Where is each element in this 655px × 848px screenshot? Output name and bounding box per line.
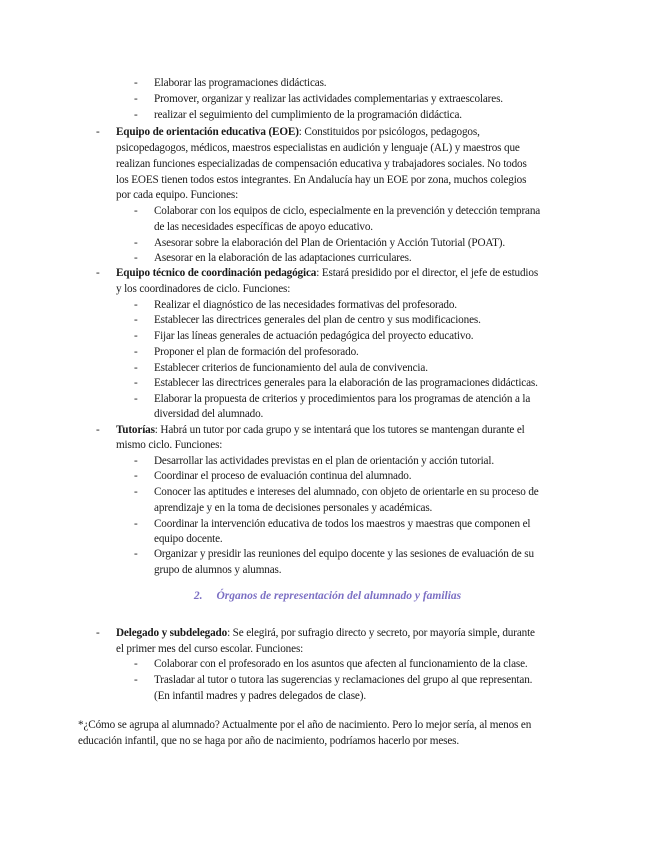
eoe-paragraph-line: realizan funciones especializadas de compensación educativa y trabajadores sociales. No todos — [116, 158, 527, 170]
delegado-term: Delegado y subdelegado — [116, 627, 228, 639]
eoe-paragraph-line: Equipo de orientación educativa (EOE): Constituidos por psicólogos, pedagogos, — [116, 126, 480, 138]
section-heading — [0, 588, 655, 604]
list-dash: - — [134, 658, 138, 670]
list-item: Promover, organizar y realizar las actividades complementarias y extraescolares. — [154, 93, 503, 105]
list-item-continuation: equipo docente. — [154, 533, 223, 545]
list-item-continuation: grupo de alumnos y alumnas. — [154, 564, 282, 576]
list-dash: - — [96, 267, 100, 279]
section-title: Órganos de representación del alumnado y familias — [216, 590, 462, 602]
list-dash: - — [134, 674, 138, 686]
list-dash: - — [134, 470, 138, 482]
list-dash: - — [134, 455, 138, 467]
list-item: Desarrollar las actividades previstas en el plan de orientación y acción tutorial. — [154, 455, 494, 467]
list-dash: - — [134, 548, 138, 560]
list-dash: - — [134, 109, 138, 121]
list-dash: - — [96, 424, 100, 436]
list-item: Realizar el diagnóstico de las necesidades formativas del profesorado. — [154, 299, 457, 311]
list-item-continuation: de las necesidades específicas de apoyo educativo. — [154, 221, 373, 233]
list-dash: - — [134, 330, 138, 342]
tutorias-paragraph-line: Tutorías: Habrá un tutor por cada grupo y se intentará que los tutores se mantengan durante el — [116, 424, 525, 436]
note-line: *¿Cómo se agrupa al alumnado? Actualmente por el año de nacimiento. Pero lo mejor sería, al menos en — [78, 719, 532, 731]
list-dash: - — [134, 314, 138, 326]
etcp-paragraph-line: Equipo técnico de coordinación pedagógica: Estará presidido por el director, el jefe de estudios — [116, 267, 539, 279]
list-item: Coordinar la intervención educativa de todos los maestros y maestras que componen el — [154, 518, 531, 530]
list-item-continuation: (En infantil madres y padres delegados de clase). — [154, 690, 366, 702]
eoe-paragraph-line: los EOES tienen todos estos integrantes. En Andalucía hay un EOE por zona, muchos colegios — [116, 174, 527, 186]
list-item: Colaborar con el profesorado en los asuntos que afecten al funcionamiento de la clase. — [154, 658, 528, 670]
list-item: Asesorar sobre la elaboración del Plan de Orientación y Acción Tutorial (POAT). — [154, 237, 506, 249]
tutorias-term: Tutorías — [116, 424, 155, 436]
list-dash: - — [134, 518, 138, 530]
list-dash: - — [134, 237, 138, 249]
list-item: Establecer criterios de funcionamiento del aula de convivencia. — [154, 362, 428, 374]
list-dash: - — [134, 486, 138, 498]
section-number: 2. — [193, 590, 203, 602]
list-item: Fijar las líneas generales de actuación pedagógica del proyecto educativo. — [154, 330, 474, 342]
list-dash: - — [134, 252, 138, 264]
etcp-paragraph-line: y los coordinadores de ciclo. Funciones: — [116, 283, 291, 295]
list-item: Colaborar con los equipos de ciclo, especialmente en la prevención y detección temprana — [154, 205, 541, 217]
tutorias-paragraph-line: mismo ciclo. Funciones: — [116, 439, 223, 451]
delegado-paragraph-line: el primer mes del curso escolar. Funciones: — [116, 643, 304, 655]
list-dash: - — [134, 377, 138, 389]
list-item: Asesorar en la elaboración de las adaptaciones curriculares. — [154, 252, 412, 264]
list-item: Elaborar las programaciones didácticas. — [154, 77, 327, 89]
list-dash: - — [134, 205, 138, 217]
list-item: Trasladar al tutor o tutora las sugerencias y reclamaciones del grupo al que representan. — [154, 674, 533, 686]
list-item: Coordinar el proceso de evaluación continua del alumnado. — [154, 470, 412, 482]
list-dash: - — [134, 299, 138, 311]
eoe-term: Equipo de orientación educativa (EOE) — [116, 126, 299, 138]
note-line: educación infantil, que no se haga por año de nacimiento, podríamos hacerlo por meses. — [78, 735, 460, 747]
list-dash: - — [96, 126, 100, 138]
list-item: Elaborar la propuesta de criterios y procedimientos para los programas de atención a la — [154, 393, 531, 405]
list-item: Organizar y presidir las reuniones del equipo docente y las sesiones de evaluación de su — [154, 548, 534, 560]
list-item: Proponer el plan de formación del profesorado. — [154, 346, 359, 358]
list-dash: - — [134, 346, 138, 358]
list-item: realizar el seguimiento del cumplimiento de la programación didáctica. — [154, 109, 462, 121]
list-item: Conocer las aptitudes e intereses del alumnado, con objeto de orientarle en su proceso de — [154, 486, 539, 498]
list-dash: - — [134, 77, 138, 89]
list-dash: - — [96, 627, 100, 639]
list-dash: - — [134, 93, 138, 105]
list-dash: - — [134, 362, 138, 374]
list-item: Establecer las directrices generales del plan de centro y sus modificaciones. — [154, 314, 481, 326]
list-item-continuation: diversidad del alumnado. — [154, 408, 264, 420]
etcp-term: Equipo técnico de coordinación pedagógica — [116, 267, 317, 279]
eoe-paragraph-line: por cada equipo. Funciones: — [116, 189, 239, 201]
delegado-paragraph-line: Delegado y subdelegado: Se elegirá, por sufragio directo y secreto, por mayoría simple, durante — [116, 627, 535, 639]
eoe-paragraph-line: psicopedagogos, médicos, maestros especialistas en audición y lenguaje (AL) y maestros que — [116, 142, 520, 154]
list-dash: - — [134, 393, 138, 405]
list-item-continuation: aprendizaje y en la toma de decisiones personales y académicas. — [154, 502, 433, 514]
list-item: Establecer las directrices generales para la elaboración de las programaciones didácticas. — [154, 377, 538, 389]
